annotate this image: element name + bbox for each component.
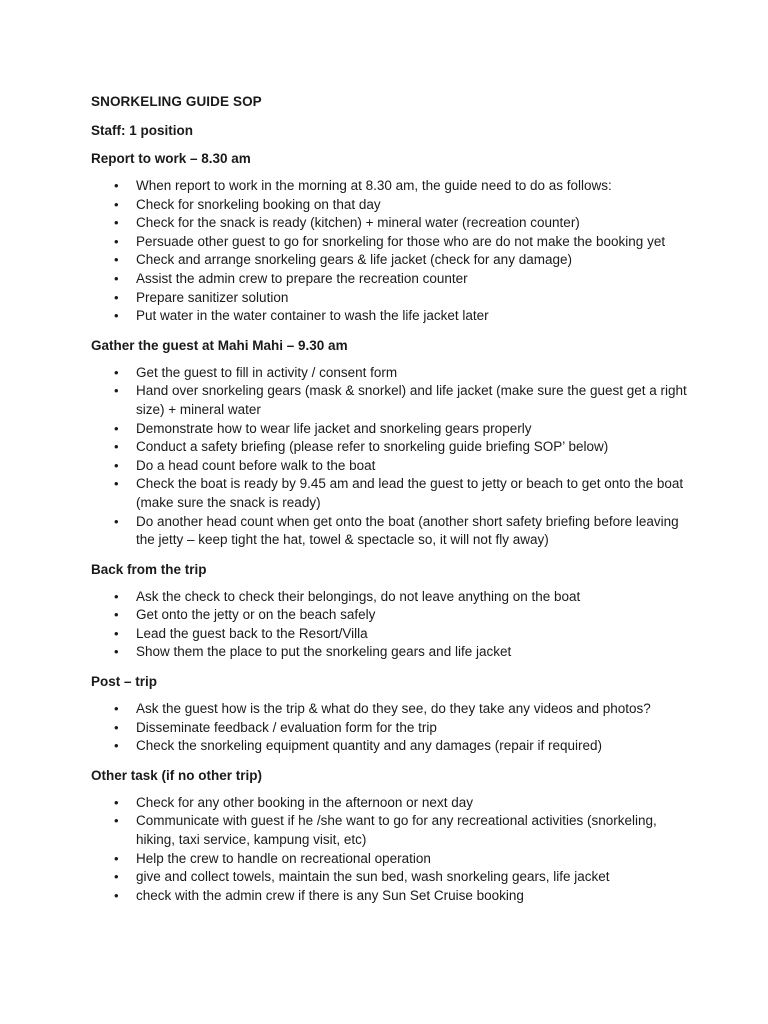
bullet-icon: • [114,607,119,623]
list-item-text: give and collect towels, maintain the sun bed, wash snorkeling gears, life jacket [136,869,610,885]
list-item [91,251,691,270]
list-item-text: Ask the check to check their belongings, do not leave anything on the boat [136,588,581,604]
section-heading: Back from the trip [91,561,207,577]
bullet-icon: • [114,233,119,249]
bullet-icon: • [114,364,119,380]
list-item-text: Demonstrate how to wear life jacket and snorkeling gears properly [136,420,532,436]
list-item-text: Persuade other guest to go for snorkeling for those who are do not make the booking yet [136,233,666,249]
list-item-text: Communicate with guest if he /she want to go for any recreational activities (snorkeling, hiking, taxi service, kampung visit, etc) [136,813,657,848]
bullet-icon: • [114,252,119,268]
bullet-icon: • [114,738,119,754]
bullet-icon: • [114,215,119,231]
list-item [91,887,691,906]
bullet-icon: • [114,850,119,866]
list-item-text: Get the guest to fill in activity / consent form [136,364,398,380]
bullet-icon: • [114,887,119,903]
bullet-icon: • [114,794,119,810]
list-item [91,364,691,383]
bullet-icon: • [114,644,119,660]
sections-container [91,151,691,905]
list-item [91,307,691,326]
list-item [91,233,691,252]
list-item-text: When report to work in the morning at 8.30 am, the guide need to do as follows: [136,178,612,193]
list-item-text: Help the crew to handle on recreational operation [136,850,431,866]
bullet-icon: • [114,439,119,455]
bullet-icon: • [114,270,119,286]
list-item [91,270,691,289]
list-item-text: Prepare sanitizer solution [136,289,289,305]
list-item-text: Check for the snack is ready (kitchen) + mineral water (recreation counter) [136,215,580,231]
list-item-text: Conduct a safety briefing (please refer to snorkeling guide briefing SOP’ below) [136,439,609,455]
list-item-text: Hand over snorkeling gears (mask & snorkel) and life jacket (make sure the guest get a right size) + mineral water [136,383,687,417]
section-heading: Report to work – 8.30 am [91,151,251,166]
list-item-text: Check for any other booking in the afternoon or next day [136,794,473,810]
list-item-text: Get onto the jetty or on the beach safely [136,607,376,623]
list-item [91,475,691,512]
bullet-list [91,588,691,662]
bullet-icon: • [114,513,119,529]
list-item [91,794,691,813]
staff-line: Staff: 1 position [91,123,193,138]
bullet-icon: • [114,457,119,473]
list-item-text: Assist the admin crew to prepare the recreation counter [136,270,468,286]
list-item [91,214,691,233]
bullet-icon: • [114,625,119,641]
list-item-text: Check the boat is ready by 9.45 am and lead the guest to jetty or beach to get onto the boat (make sure the snack is ready) [136,476,684,510]
list-item [91,812,691,849]
list-item-text: Check the snorkeling equipment quantity and any damages (repair if required) [136,738,603,754]
list-item [91,196,691,215]
bullet-icon: • [114,289,119,305]
bullet-icon: • [114,719,119,735]
list-item [91,438,691,457]
list-item [91,700,691,719]
list-item-text: Put water in the water container to wash the life jacket later [136,308,489,324]
bullet-list [91,177,691,326]
list-item-text: Ask the guest how is the trip & what do they see, do they take any videos and photos? [136,701,651,717]
bullet-icon: • [114,420,119,436]
list-item-text: Check and arrange snorkeling gears & life jacket (check for any damage) [136,252,572,268]
list-item-text: Disseminate feedback / evaluation form for the trip [136,719,437,735]
list-item-text: Do another head count when get onto the boat (another short safety briefing before leaving the jetty – keep tight the hat, towel & spectacle so, it will not fly away) [136,513,679,548]
document-page [91,94,691,917]
list-item [91,719,691,738]
bullet-icon: • [114,476,119,492]
list-item [91,457,691,476]
document-title: SNORKELING GUIDE SOP [91,94,262,109]
list-item-text: Check for snorkeling booking on that day [136,196,381,212]
list-item-text: check with the admin crew if there is any Sun Set Cruise booking [136,887,524,903]
list-item [91,606,691,625]
list-item-text: Show them the place to put the snorkeling gears and life jacket [136,644,512,660]
section-heading: Post – trip [91,674,158,690]
list-item [91,625,691,644]
list-item [91,588,691,607]
list-item [91,177,691,196]
bullet-icon: • [114,178,119,193]
bullet-icon: • [114,869,119,885]
list-item [91,382,691,419]
list-item [91,737,691,756]
bullet-icon: • [114,196,119,212]
bullet-list [91,364,691,550]
bullet-icon: • [114,813,119,829]
bullet-icon: • [114,383,119,399]
section-heading: Other task (if no other trip) [91,767,263,783]
list-item [91,868,691,887]
list-item [91,289,691,308]
bullet-icon: • [114,588,119,604]
section-heading: Gather the guest at Mahi Mahi – 9.30 am [91,337,348,353]
bullet-icon: • [114,308,119,324]
list-item [91,850,691,869]
list-item-text: Do a head count before walk to the boat [136,457,376,473]
list-item [91,420,691,439]
bullet-list [91,700,691,756]
bullet-icon: • [114,701,119,717]
list-item-text: Lead the guest back to the Resort/Villa [136,625,368,641]
list-item [91,513,691,550]
list-item [91,643,691,662]
bullet-list [91,794,691,906]
